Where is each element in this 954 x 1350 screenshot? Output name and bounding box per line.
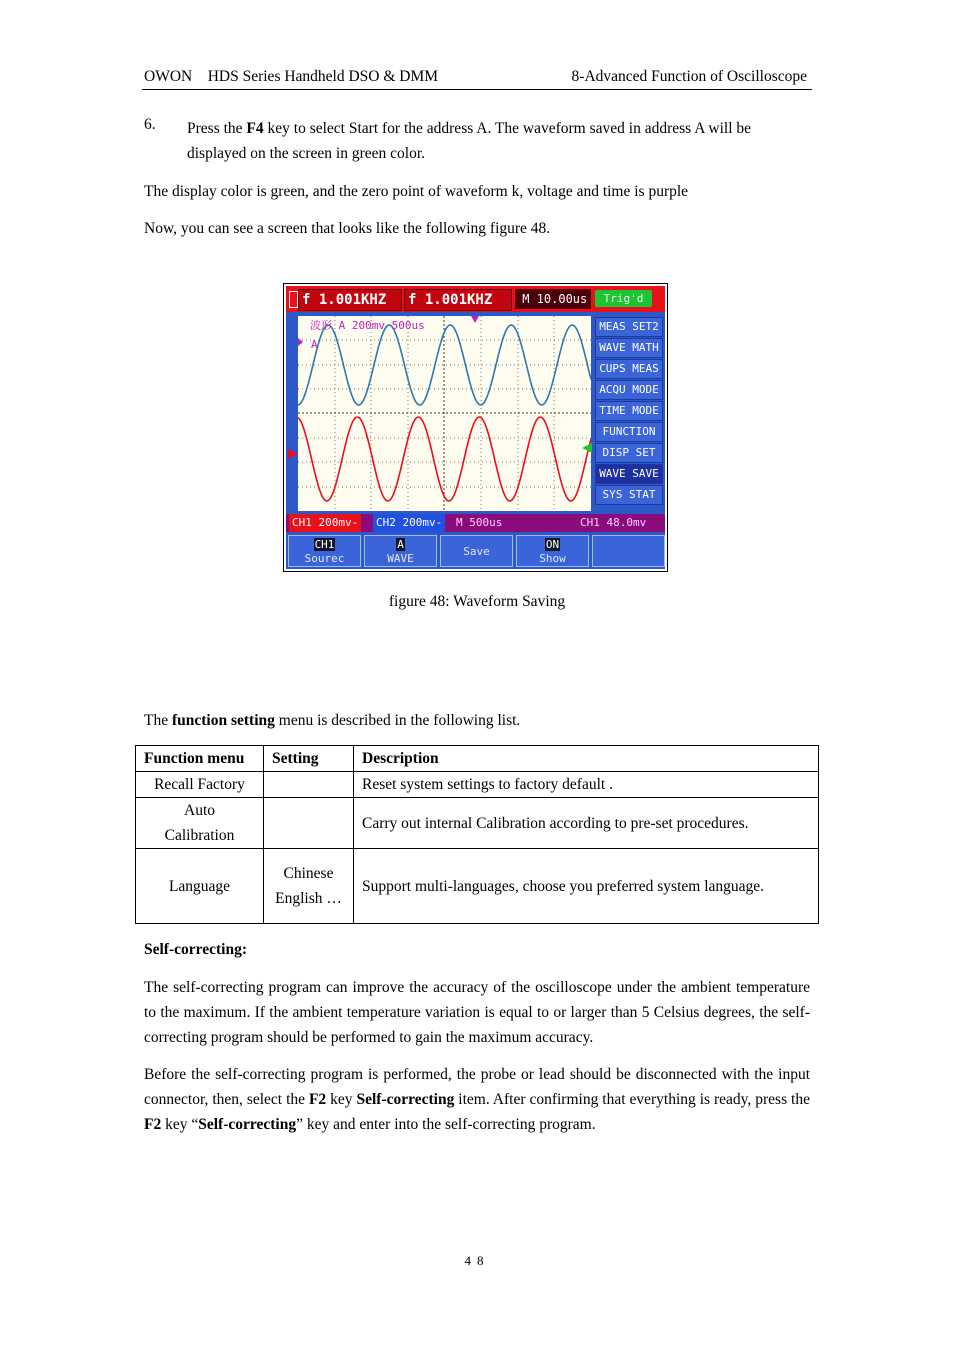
header-function-menu: Function menu [144, 750, 245, 767]
table-cell: Support multi-languages, choose you preferred system language. [354, 849, 819, 924]
side-menu-time-mode[interactable]: TIME MODE [595, 401, 663, 421]
battery-icon [289, 291, 298, 308]
wave-label: 波形 A 200mv 500us [310, 319, 425, 332]
timebase-readout [515, 289, 591, 309]
header-left: OWON HDS Series Handheld DSO & DMM [144, 68, 439, 85]
step-key: F4 [246, 120, 264, 137]
f2-top-label: A [397, 538, 404, 551]
f2-wave-button[interactable] [364, 535, 437, 567]
intro-pre: The [144, 712, 172, 729]
self-correcting-paragraph-1: The self-correcting program can improve the accuracy of the oscilloscope under the ambient temperature to the maximum. If the ambient temperature variation is equal to or larger than 5 Celsius degrees, the self-correcting program should be performed to gain the maximum accuracy. [144, 979, 810, 1046]
self-correcting-paragraph-2 [144, 1062, 810, 1137]
frequency-ch2: f 1.001KHZ [408, 292, 493, 308]
f2-bottom-label: WAVE [387, 552, 414, 565]
f4-bottom-label: Show [539, 552, 566, 565]
f5-empty-button[interactable] [592, 535, 665, 567]
step-text [187, 116, 811, 166]
side-menu-sys-stat[interactable]: SYS STAT [595, 485, 663, 505]
table-cell: Auto Calibration [136, 798, 264, 849]
ch1-ground-marker [288, 448, 300, 460]
p2-e: ” key and enter into the self-correcting program. [296, 1116, 596, 1133]
table-cell: Carry out internal Calibration according to pre-set procedures. [354, 798, 819, 849]
side-menu-wave-math[interactable]: WAVE MATH [595, 338, 663, 358]
side-menu-disp-set[interactable]: DISP SET [595, 443, 663, 463]
bottom-status-bar [286, 514, 665, 532]
main-timebase: M 500us [456, 516, 503, 529]
trigger-status: Trig'd [595, 290, 652, 307]
ch2-ground-marker [582, 442, 594, 454]
f3-label: Save [463, 545, 490, 558]
paragraph-now: Now, you can see a screen that looks like the following figure 48. [144, 220, 551, 237]
timebase-text: M 10.00us [522, 292, 588, 306]
step-text-post: key to select Start for the address A. The waveform saved in address A will be displayed on the screen in green color. [187, 120, 752, 162]
p2-d: key “ [161, 1116, 199, 1133]
side-menu-function[interactable]: FUNCTION [595, 422, 663, 442]
f1-bottom-label: Sourec [304, 552, 345, 565]
side-menu-wave-save[interactable]: WAVE SAVE [595, 464, 663, 484]
figure-caption: figure 48: Waveform Saving [388, 593, 566, 610]
step-number: 6. [144, 116, 156, 133]
self-heading-text: Self-correcting: [144, 941, 247, 958]
side-menu-meas-set2[interactable]: MEAS SET2 [595, 317, 663, 337]
waveform-svg [298, 316, 591, 511]
intro-bold: function setting [171, 712, 275, 729]
header-divider [142, 89, 812, 90]
header-setting: Setting [272, 750, 319, 767]
p2-k1: F2 [308, 1091, 327, 1108]
header-right: 8-Advanced Function of Oscilloscope [571, 68, 807, 85]
paragraph-color: The display color is green, and the zero point of waveform k, voltage and time is purple [144, 183, 689, 200]
table-cell [264, 772, 354, 798]
self-correcting-heading [144, 937, 810, 962]
frequency-ch1: f 1.001KHZ [302, 292, 387, 308]
f4-top-label: ON [545, 538, 560, 551]
p2-a: Before the self-correcting program is performed, the probe or lead should be disconnected with the input connector, then, select the [144, 1066, 810, 1108]
side-menu-acqu-mode[interactable]: ACQU MODE [595, 380, 663, 400]
top-status-bar [286, 286, 665, 312]
header-description: Description [362, 750, 439, 767]
f3-save-button[interactable] [440, 535, 513, 567]
ref-label: A [311, 338, 318, 351]
table-header [136, 746, 264, 772]
intro-post: menu is described in the following list. [274, 712, 521, 729]
table-cell [264, 798, 354, 849]
trigger-level: CH1 48.0mv [580, 516, 647, 529]
table-cell: Language [136, 849, 264, 924]
ref-a-marker [298, 338, 303, 346]
f4-show-button[interactable] [516, 535, 589, 567]
p2-c: item. After confirming that everything is ready, press the [454, 1091, 810, 1108]
f1-source-button[interactable] [288, 535, 361, 567]
page-number: 48 [464, 1253, 490, 1268]
waveform-grid [298, 316, 591, 511]
p2-k2: Self-correcting [356, 1091, 455, 1108]
table-cell: Reset system settings to factory default . [354, 772, 819, 798]
function-table [135, 745, 819, 924]
table-header-row [136, 746, 819, 772]
table-header [264, 746, 354, 772]
table-cell: Chinese English … [264, 849, 354, 924]
p2-k3: F2 [144, 1116, 162, 1133]
table-row [136, 772, 819, 798]
f1-top-label: CH1 [314, 538, 335, 551]
table-cell: Recall Factory [136, 772, 264, 798]
intro-paragraph [144, 708, 810, 733]
oscilloscope-screen [283, 283, 668, 572]
table-header [354, 746, 819, 772]
table-row [136, 798, 819, 849]
table-row [136, 849, 819, 924]
p2-b: key [326, 1091, 357, 1108]
ch2-scale: CH2 200mv- [373, 514, 445, 532]
p2-k4: Self-correcting [198, 1116, 297, 1133]
side-menu-cups-meas[interactable]: CUPS MEAS [595, 359, 663, 379]
ch1-scale: CH1 200mv- [289, 514, 361, 532]
trigger-position-marker [471, 316, 479, 323]
step-text-pre: Press the [187, 120, 247, 137]
